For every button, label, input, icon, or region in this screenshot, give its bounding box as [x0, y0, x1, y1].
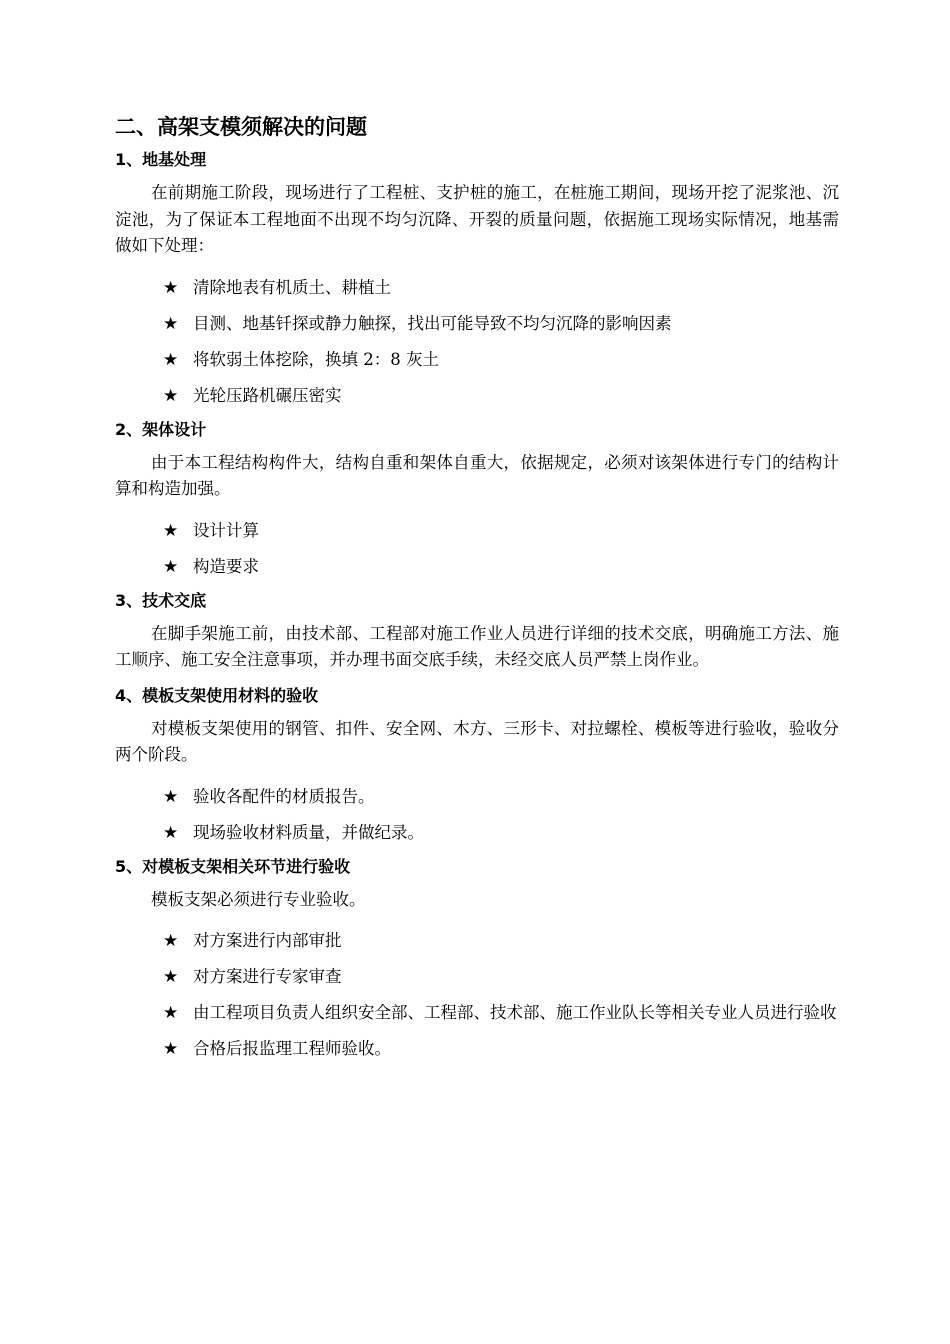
- star-icon: ★: [163, 786, 179, 807]
- main-title: 二、高架支模须解决的问题: [115, 115, 367, 139]
- section-heading: 3、技术交底: [115, 590, 207, 610]
- section-paragraph: 在前期施工阶段，现场进行了工程桩、支护桩的施工，在桩施工期间，现场开挖了泥浆池、沉淀池，为了保证本工程地面不出现不均匀沉降、开裂的质量问题，依据施工现场实际情况，地基需做如下处理：: [115, 183, 839, 255]
- section-foundation: [115, 148, 839, 414]
- document-page: [115, 112, 839, 1071]
- bullet-item: ★ 对方案进行内部审批: [115, 923, 839, 959]
- section-heading: 4、模板支架使用材料的验收: [115, 685, 319, 705]
- section-frame-design: [115, 418, 839, 585]
- section-paragraph: 模板支架必须进行专业验收。: [151, 889, 366, 909]
- section-paragraph: 在脚手架施工前，由技术部、工程部对施工作业人员进行详细的技术交底，明确施工方法、施工顺序、施工安全注意事项，并办理书面交底手续，未经交底人员严禁上岗作业。: [115, 623, 839, 669]
- star-icon: ★: [163, 931, 179, 951]
- star-icon: ★: [163, 822, 179, 843]
- star-icon: ★: [163, 1003, 179, 1023]
- star-icon: ★: [163, 520, 179, 541]
- bullet-item: ★ 目测、地基钎探或静力触探，找出可能导致不均匀沉降的影响因素: [115, 306, 839, 342]
- section-material-acceptance: [115, 684, 839, 851]
- section-paragraph: 对模板支架使用的钢管、扣件、安全网、木方、三形卡、对拉螺栓、模板等进行验收，验收分两个阶段。: [115, 718, 839, 764]
- section-technical-briefing: [115, 589, 839, 674]
- section-process-acceptance: [115, 855, 839, 1068]
- star-icon: ★: [163, 277, 179, 298]
- star-icon: ★: [163, 313, 179, 334]
- star-icon: ★: [163, 967, 179, 987]
- bullet-list: [115, 779, 839, 851]
- star-icon: ★: [163, 385, 179, 406]
- bullet-item: ★ 构造要求: [115, 549, 839, 585]
- star-icon: ★: [163, 349, 179, 370]
- star-icon: ★: [163, 1039, 179, 1059]
- bullet-item: ★ 清除地表有机质土、耕植土: [115, 270, 839, 306]
- bullet-list: [115, 923, 839, 1067]
- section-heading: 2、架体设计: [115, 419, 207, 439]
- bullet-list: [115, 270, 839, 414]
- bullet-item: ★ 现场验收材料质量，并做纪录。: [115, 815, 839, 851]
- bullet-item: ★ 合格后报监理工程师验收。: [115, 1031, 839, 1067]
- bullet-item: ★ 由工程项目负责人组织安全部、工程部、技术部、施工作业队长等相关专业人员进行验收: [115, 995, 839, 1031]
- section-heading: 1、地基处理: [115, 150, 207, 169]
- bullet-item: ★ 将软弱土体挖除，换填 2：8 灰土: [115, 342, 839, 378]
- bullet-item: ★ 光轮压路机碾压密实: [115, 378, 839, 414]
- section-heading: 5、对模板支架相关环节进行验收: [115, 856, 351, 876]
- bullet-item: ★ 对方案进行专家审查: [115, 959, 839, 995]
- bullet-item: ★ 设计计算: [115, 513, 839, 549]
- section-paragraph: 由于本工程结构构件大，结构自重和架体自重大，依据规定，必须对该架体进行专门的结构计算和构造加强。: [115, 452, 839, 498]
- star-icon: ★: [163, 556, 179, 577]
- bullet-list: [115, 513, 839, 585]
- bullet-item: ★ 验收各配件的材质报告。: [115, 779, 839, 815]
